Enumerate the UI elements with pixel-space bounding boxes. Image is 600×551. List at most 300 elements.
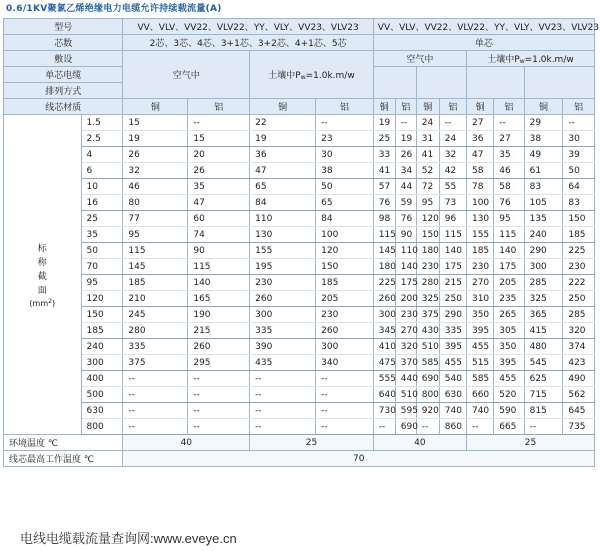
table-row <box>4 355 595 371</box>
ampacity-cell: 300 <box>373 307 395 323</box>
ampacity-cell: 76 <box>494 195 524 211</box>
ampacity-cell: 26 <box>188 163 250 179</box>
ampacity-cell: 590 <box>494 403 524 419</box>
table-row <box>4 179 595 195</box>
size-cell: 6 <box>81 163 123 179</box>
ampacity-cell: 410 <box>373 339 395 355</box>
ampacity-cell: -- <box>123 371 188 387</box>
ampacity-cell: 185 <box>563 227 595 243</box>
ampacity-cell: 155 <box>466 227 493 243</box>
ampacity-cell: -- <box>524 419 563 435</box>
section-label-char: 标 <box>37 243 47 254</box>
ampacity-cell: 555 <box>373 371 395 387</box>
ampacity-cell: -- <box>188 419 250 435</box>
ampacity-cell: 210 <box>123 291 188 307</box>
ampacity-cell: 240 <box>524 227 563 243</box>
ampacity-cell: 185 <box>123 275 188 291</box>
ampacity-cell: 155 <box>250 243 316 259</box>
ampacity-cell: 115 <box>494 227 524 243</box>
size-cell: 35 <box>81 227 123 243</box>
ampacity-cell: 225 <box>563 243 595 259</box>
ampacity-cell: 150 <box>416 227 439 243</box>
ampacity-cell: 115 <box>188 259 250 275</box>
ampacity-cell: 52 <box>416 163 439 179</box>
ambient-value: 40 <box>123 435 250 451</box>
ampacity-cell: 84 <box>316 211 374 227</box>
ampacity-cell: -- <box>316 371 374 387</box>
ampacity-cell: 80 <box>123 195 188 211</box>
ampacity-cell: 78 <box>466 179 493 195</box>
ampacity-cell: 325 <box>524 291 563 307</box>
ampacity-cell: 480 <box>524 339 563 355</box>
ampacity-cell: 190 <box>188 307 250 323</box>
ampacity-cell: 390 <box>250 339 316 355</box>
ampacity-cell: 20 <box>188 147 250 163</box>
ampacity-cell: 35 <box>188 179 250 195</box>
ampacity-cell: 265 <box>494 307 524 323</box>
ampacity-cell: 305 <box>494 323 524 339</box>
ampacity-cell: -- <box>123 419 188 435</box>
arrangement-cell <box>524 67 594 99</box>
ampacity-cell: 585 <box>416 355 439 371</box>
material-copper: 铜 <box>524 99 563 115</box>
ampacity-cell: -- <box>466 419 493 435</box>
ampacity-cell: 205 <box>316 291 374 307</box>
ampacity-cell: 100 <box>316 227 374 243</box>
ampacity-cell: 76 <box>395 211 416 227</box>
ampacity-cell: 33 <box>373 147 395 163</box>
ampacity-cell: 175 <box>395 275 416 291</box>
material-aluminium: 铝 <box>439 99 466 115</box>
size-cell: 4 <box>81 147 123 163</box>
ampacity-cell: 645 <box>563 403 595 419</box>
size-cell: 10 <box>81 179 123 195</box>
table-row <box>4 147 595 163</box>
size-cell: 400 <box>81 371 123 387</box>
table-row <box>4 227 595 243</box>
table-row <box>4 275 595 291</box>
ampacity-cell: 22 <box>250 115 316 131</box>
ampacity-cell: 135 <box>524 211 563 227</box>
ampacity-cell: 50 <box>563 163 595 179</box>
ampacity-cell: 455 <box>466 339 493 355</box>
ampacity-cell: 640 <box>373 387 395 403</box>
ampacity-cell: 100 <box>466 195 493 211</box>
ampacity-cell: 430 <box>416 323 439 339</box>
ampacity-cell: 95 <box>416 195 439 211</box>
ampacity-cell: 29 <box>524 115 563 131</box>
material-copper: 铜 <box>466 99 493 115</box>
ampacity-cell: 175 <box>439 259 466 275</box>
ampacity-cell: 84 <box>250 195 316 211</box>
ampacity-cell: 36 <box>466 131 493 147</box>
page-title: 0.6/1KV聚氯乙烯绝缘电力电缆允许持续载流量(A) <box>6 4 222 14</box>
ampacity-cell: 83 <box>563 195 595 211</box>
soil-label: 土壤中Pw=1.0k.m/w <box>250 51 374 99</box>
ampacity-cell: 32 <box>439 147 466 163</box>
ampacity-cell: 73 <box>439 195 466 211</box>
material-aluminium: 铝 <box>395 99 416 115</box>
ampacity-cell: 230 <box>395 307 416 323</box>
ampacity-cell: 374 <box>563 339 595 355</box>
ampacity-cell: 145 <box>123 259 188 275</box>
ampacity-cell: 26 <box>395 147 416 163</box>
ampacity-cell: 595 <box>395 403 416 419</box>
size-cell: 50 <box>81 243 123 259</box>
ampacity-cell: 300 <box>250 307 316 323</box>
ampacity-cell: 41 <box>416 147 439 163</box>
size-cell: 1.5 <box>81 115 123 131</box>
ampacity-cell: 44 <box>395 179 416 195</box>
ampacity-cell: 24 <box>416 115 439 131</box>
ampacity-cell: -- <box>416 419 439 435</box>
table-row <box>4 339 595 355</box>
ampacity-cell: 15 <box>188 131 250 147</box>
material-copper: 铜 <box>373 99 395 115</box>
table-row <box>4 307 595 323</box>
ampacity-cell: 83 <box>524 179 563 195</box>
ampacity-cell: 140 <box>188 275 250 291</box>
ampacity-cell: 540 <box>439 371 466 387</box>
material-aluminium: 铝 <box>316 99 374 115</box>
ampacity-cell: -- <box>316 387 374 403</box>
ampacity-cell: 110 <box>395 243 416 259</box>
ampacity-cell: 730 <box>373 403 395 419</box>
ampacity-cell: 395 <box>494 355 524 371</box>
ampacity-cell: 90 <box>395 227 416 243</box>
ampacity-cell: 515 <box>466 355 493 371</box>
ampacity-cell: 19 <box>395 131 416 147</box>
ampacity-cell: 545 <box>524 355 563 371</box>
ampacity-cell: 350 <box>466 307 493 323</box>
table-row <box>4 195 595 211</box>
ampacity-cell: 47 <box>466 147 493 163</box>
ampacity-cell: 235 <box>494 291 524 307</box>
ampacity-cell: 280 <box>123 323 188 339</box>
size-cell: 2.5 <box>81 131 123 147</box>
ampacity-cell: 110 <box>250 211 316 227</box>
material-copper: 铜 <box>250 99 316 115</box>
ampacity-cell: 32 <box>123 163 188 179</box>
ampacity-cell: 58 <box>494 179 524 195</box>
ampacity-cell: 435 <box>250 355 316 371</box>
size-cell: 70 <box>81 259 123 275</box>
ampacity-cell: 920 <box>416 403 439 419</box>
ampacity-cell: 215 <box>188 323 250 339</box>
ampacity-cell: -- <box>188 403 250 419</box>
ampacity-cell: 475 <box>373 355 395 371</box>
ampacity-cell: 455 <box>439 355 466 371</box>
material-copper: 铜 <box>123 99 188 115</box>
ampacity-cell: 30 <box>563 131 595 147</box>
ampacity-cell: 41 <box>373 163 395 179</box>
ampacity-cell: -- <box>188 115 250 131</box>
cores-right: 单芯 <box>373 35 594 51</box>
ampacity-cell: -- <box>439 115 466 131</box>
ampacity-cell: 800 <box>416 387 439 403</box>
ampacity-cell: 270 <box>466 275 493 291</box>
ampacity-cell: 65 <box>316 195 374 211</box>
ampacity-cell: 300 <box>524 259 563 275</box>
ampacity-cell: 47 <box>250 163 316 179</box>
ampacity-cell: 38 <box>524 131 563 147</box>
right-air-label: 空气中 <box>373 51 466 67</box>
ampacity-cell: 690 <box>395 419 416 435</box>
table-row <box>4 403 595 419</box>
ampacity-cell: 46 <box>123 179 188 195</box>
ampacity-cell: 200 <box>395 291 416 307</box>
ampacity-cell: 55 <box>439 179 466 195</box>
ampacity-cell: 19 <box>250 131 316 147</box>
model-left: VV、VLV、VV22、VLV22、YY、VLY、VV23、VLV23 <box>123 19 373 35</box>
ampacity-cell: -- <box>563 115 595 131</box>
ampacity-cell: 98 <box>373 211 395 227</box>
section-unit: $(mm^2)$ <box>29 297 56 308</box>
ampacity-cell: 340 <box>316 355 374 371</box>
laying-label: 敷设 <box>4 51 123 67</box>
ambient-value: 25 <box>250 435 374 451</box>
section-label <box>4 115 82 435</box>
ampacity-cell: 245 <box>123 307 188 323</box>
table-row <box>4 419 595 435</box>
air-label: 空气中 <box>123 51 250 99</box>
ampacity-cell: 38 <box>316 163 374 179</box>
ambient-label: 环境温度 ℃ <box>4 435 123 451</box>
ampacity-cell: 105 <box>524 195 563 211</box>
table-row <box>4 115 595 131</box>
ampacity-cell: 60 <box>188 211 250 227</box>
ampacity-cell: 455 <box>494 371 524 387</box>
ampacity-cell: 260 <box>250 291 316 307</box>
ampacity-cell: 15 <box>123 115 188 131</box>
arrangement-label: 排列方式 <box>4 83 123 99</box>
ampacity-cell: 345 <box>373 323 395 339</box>
table-row <box>4 291 595 307</box>
section-label-char: 称 <box>37 257 47 268</box>
ampacity-cell: 130 <box>250 227 316 243</box>
ampacity-cell: 260 <box>373 291 395 307</box>
ampacity-cell: 350 <box>494 339 524 355</box>
ampacity-cell: -- <box>250 403 316 419</box>
material-label: 线芯材质 <box>4 99 123 115</box>
size-cell: 16 <box>81 195 123 211</box>
ampacity-cell: 95 <box>123 227 188 243</box>
table-row <box>4 259 595 275</box>
ampacity-cell: 24 <box>439 131 466 147</box>
ampacity-cell: 120 <box>316 243 374 259</box>
ampacity-cell: 280 <box>416 275 439 291</box>
ampacity-cell: 490 <box>563 371 595 387</box>
size-cell: 95 <box>81 275 123 291</box>
ampacity-cell: 77 <box>123 211 188 227</box>
ampacity-cell: 150 <box>316 259 374 275</box>
ampacity-cell: 42 <box>439 163 466 179</box>
material-aluminium: 铝 <box>563 99 595 115</box>
arrangement-cell <box>466 67 524 99</box>
ampacity-cell: 230 <box>416 259 439 275</box>
ampacity-cell: -- <box>316 419 374 435</box>
ampacity-cell: 585 <box>466 371 493 387</box>
ampacity-cell: -- <box>316 115 374 131</box>
table-row <box>4 131 595 147</box>
ampacity-cell: 50 <box>316 179 374 195</box>
ampacity-cell: 735 <box>563 419 595 435</box>
ampacity-cell: 370 <box>395 355 416 371</box>
table-row <box>4 163 595 179</box>
ampacity-cell: 295 <box>188 355 250 371</box>
ampacity-cell: 25 <box>373 131 395 147</box>
ampacity-cell: -- <box>494 115 524 131</box>
ampacity-cell: -- <box>250 387 316 403</box>
ampacity-cell: 415 <box>524 323 563 339</box>
ampacity-cell: -- <box>250 371 316 387</box>
ampacity-cell: 740 <box>466 403 493 419</box>
size-cell: 25 <box>81 211 123 227</box>
ampacity-cell: 395 <box>439 339 466 355</box>
ampacity-cell: 365 <box>524 307 563 323</box>
material-aluminium: 铝 <box>494 99 524 115</box>
ampacity-cell: 140 <box>395 259 416 275</box>
ampacity-cell: 250 <box>439 291 466 307</box>
ampacity-cell: 740 <box>439 403 466 419</box>
ampacity-cell: 34 <box>395 163 416 179</box>
material-aluminium: 铝 <box>188 99 250 115</box>
ampacity-cell: 270 <box>395 323 416 339</box>
ampacity-cell: 230 <box>250 275 316 291</box>
size-cell: 120 <box>81 291 123 307</box>
table-row <box>4 323 595 339</box>
ampacity-cell: -- <box>123 403 188 419</box>
single-core-label: 单芯电缆 <box>4 67 123 83</box>
ampacity-cell: 310 <box>466 291 493 307</box>
ampacity-cell: 423 <box>563 355 595 371</box>
ampacity-cell: 35 <box>494 147 524 163</box>
ampacity-cell: 230 <box>563 259 595 275</box>
ampacity-cell: 562 <box>563 387 595 403</box>
size-cell: 630 <box>81 403 123 419</box>
size-cell: 300 <box>81 355 123 371</box>
ampacity-cell: 27 <box>466 115 493 131</box>
ampacity-cell: 19 <box>123 131 188 147</box>
ampacity-cell: 65 <box>250 179 316 195</box>
ampacity-cell: 285 <box>563 307 595 323</box>
ampacity-cell: 59 <box>395 195 416 211</box>
ampacity-cell: 335 <box>250 323 316 339</box>
ampacity-cell: -- <box>188 387 250 403</box>
ampacity-cell: 185 <box>316 275 374 291</box>
right-soil-label: 土壤中Pw=1.0k.m/w <box>466 51 594 67</box>
ampacity-cell: 165 <box>188 291 250 307</box>
table-row <box>4 371 595 387</box>
ampacity-cell: 290 <box>439 307 466 323</box>
ampacity-cell: 47 <box>188 195 250 211</box>
ampacity-cell: 375 <box>123 355 188 371</box>
ampacity-cell: 49 <box>524 147 563 163</box>
ampacity-cell: 320 <box>563 323 595 339</box>
ampacity-cell: 375 <box>416 307 439 323</box>
ampacity-cell: 230 <box>466 259 493 275</box>
cores-left: 2芯、3芯、4芯、3+1芯、3+2芯、4+1芯、5芯 <box>123 35 373 51</box>
ampacity-cell: 145 <box>373 243 395 259</box>
ampacity-cell: 185 <box>466 243 493 259</box>
ampacity-cell: 23 <box>316 131 374 147</box>
ambient-value: 40 <box>373 435 466 451</box>
section-label-char: 截 <box>37 271 47 282</box>
ampacity-cell: 690 <box>416 371 439 387</box>
ampacity-cell: -- <box>395 115 416 131</box>
max-temp-value: 70 <box>123 451 595 467</box>
material-copper: 铜 <box>416 99 439 115</box>
model-label: 型号 <box>4 19 123 35</box>
size-cell: 800 <box>81 419 123 435</box>
ampacity-cell: 90 <box>188 243 250 259</box>
ampacity-cell: 31 <box>416 131 439 147</box>
ampacity-cell: 715 <box>524 387 563 403</box>
size-cell: 150 <box>81 307 123 323</box>
ampacity-cell: 61 <box>524 163 563 179</box>
ampacity-cell: -- <box>250 419 316 435</box>
ampacity-cell: 175 <box>494 259 524 275</box>
ampacity-cell: 510 <box>395 387 416 403</box>
ampacity-cell: 76 <box>373 195 395 211</box>
ampacity-cell: 30 <box>316 147 374 163</box>
ampacity-cell: 195 <box>250 259 316 275</box>
ampacity-cell: 625 <box>524 371 563 387</box>
ampacity-cell: 222 <box>563 275 595 291</box>
ampacity-cell: 57 <box>373 179 395 195</box>
ampacity-cell: 58 <box>466 163 493 179</box>
max-temp-label: 线芯最高工作温度 ℃ <box>4 451 123 467</box>
ampacity-cell: 630 <box>439 387 466 403</box>
ampacity-cell: 140 <box>494 243 524 259</box>
cores-label: 芯数 <box>4 35 123 51</box>
ampacity-cell: 215 <box>439 275 466 291</box>
footer-text: 电线电缆载流量查询网:www.eveye.cn <box>20 531 237 546</box>
ampacity-cell: 180 <box>416 243 439 259</box>
ampacity-cell: 510 <box>416 339 439 355</box>
ampacity-cell: 225 <box>373 275 395 291</box>
ampacity-cell: 815 <box>524 403 563 419</box>
ampacity-cell: 205 <box>494 275 524 291</box>
ampacity-table <box>3 18 600 467</box>
ampacity-cell: 440 <box>395 371 416 387</box>
ampacity-cell: 180 <box>373 259 395 275</box>
table-row <box>4 211 595 227</box>
ambient-value: 25 <box>466 435 594 451</box>
ampacity-cell: 250 <box>563 291 595 307</box>
arrangement-cell <box>373 67 416 99</box>
ampacity-cell: 72 <box>416 179 439 195</box>
ampacity-cell: 860 <box>439 419 466 435</box>
ampacity-cell: 26 <box>123 147 188 163</box>
ampacity-cell: 335 <box>439 323 466 339</box>
ampacity-cell: 95 <box>494 211 524 227</box>
ampacity-cell: 120 <box>416 211 439 227</box>
model-right: VV、VLV、VV22、VLV22、YY、VLY、VV23、VLV23 <box>373 19 594 35</box>
ampacity-cell: 74 <box>188 227 250 243</box>
ampacity-cell: 520 <box>494 387 524 403</box>
ampacity-cell: 320 <box>395 339 416 355</box>
table-row <box>4 387 595 403</box>
ampacity-cell: 39 <box>563 147 595 163</box>
table-row <box>4 243 595 259</box>
ampacity-cell: -- <box>123 387 188 403</box>
ampacity-cell: 96 <box>439 211 466 227</box>
ampacity-cell: 64 <box>563 179 595 195</box>
ampacity-cell: 115 <box>373 227 395 243</box>
ampacity-cell: 19 <box>373 115 395 131</box>
ampacity-cell: 260 <box>188 339 250 355</box>
